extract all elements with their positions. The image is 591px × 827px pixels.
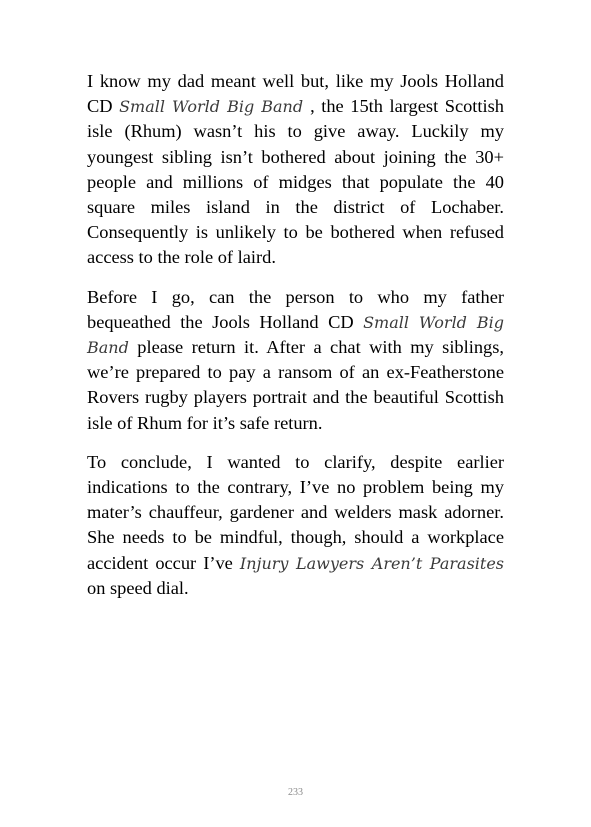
firm-name-italic: Injury Lawyers Aren’t Parasites xyxy=(239,553,505,573)
album-title-italic-2: Small World Big Band xyxy=(87,312,504,358)
paragraph-1 xyxy=(87,69,504,271)
paragraph-2-text-cont: please return it. After a chat with my siblings, we’re prepared to pay a ransom of an ex-Featherstone Rovers rugby players portrait and the beautiful Scottish isle of Rhum for it’s safe return. xyxy=(87,337,504,433)
paragraph-3-text: To conclude, I wanted to clarify, despite earlier indications to the contrary, I’ve no problem being my mater’s chauffeur, gardener and welders mask adorner. She needs to be mindful, though, should a workplace accident occur I’ve xyxy=(87,451,504,573)
body-text xyxy=(87,69,504,615)
paragraph-2 xyxy=(87,285,504,436)
paragraph-1-text-cont: , the 15th largest Scottish isle (Rhum) wasn’t his to give away. Luckily my youngest sibling isn’t bothered about joining the 30+ people and millions of midges that populate the 40 square miles island in the district of Lochaber. Consequently is unlikely to be bothered when refused access to the role of laird. xyxy=(87,96,504,268)
paragraph-2-text: Before I go, can the person to who my father bequeathed the Jools Holland CD xyxy=(87,286,504,332)
paragraph-1-text: I know my dad meant well but, like my Jools Holland CD xyxy=(87,71,504,117)
paragraph-3 xyxy=(87,450,504,601)
page-number: 233 xyxy=(288,787,303,798)
paragraph-3-text-cont: on speed dial. xyxy=(87,577,189,598)
album-title-italic: Small World Big Band xyxy=(119,97,311,117)
